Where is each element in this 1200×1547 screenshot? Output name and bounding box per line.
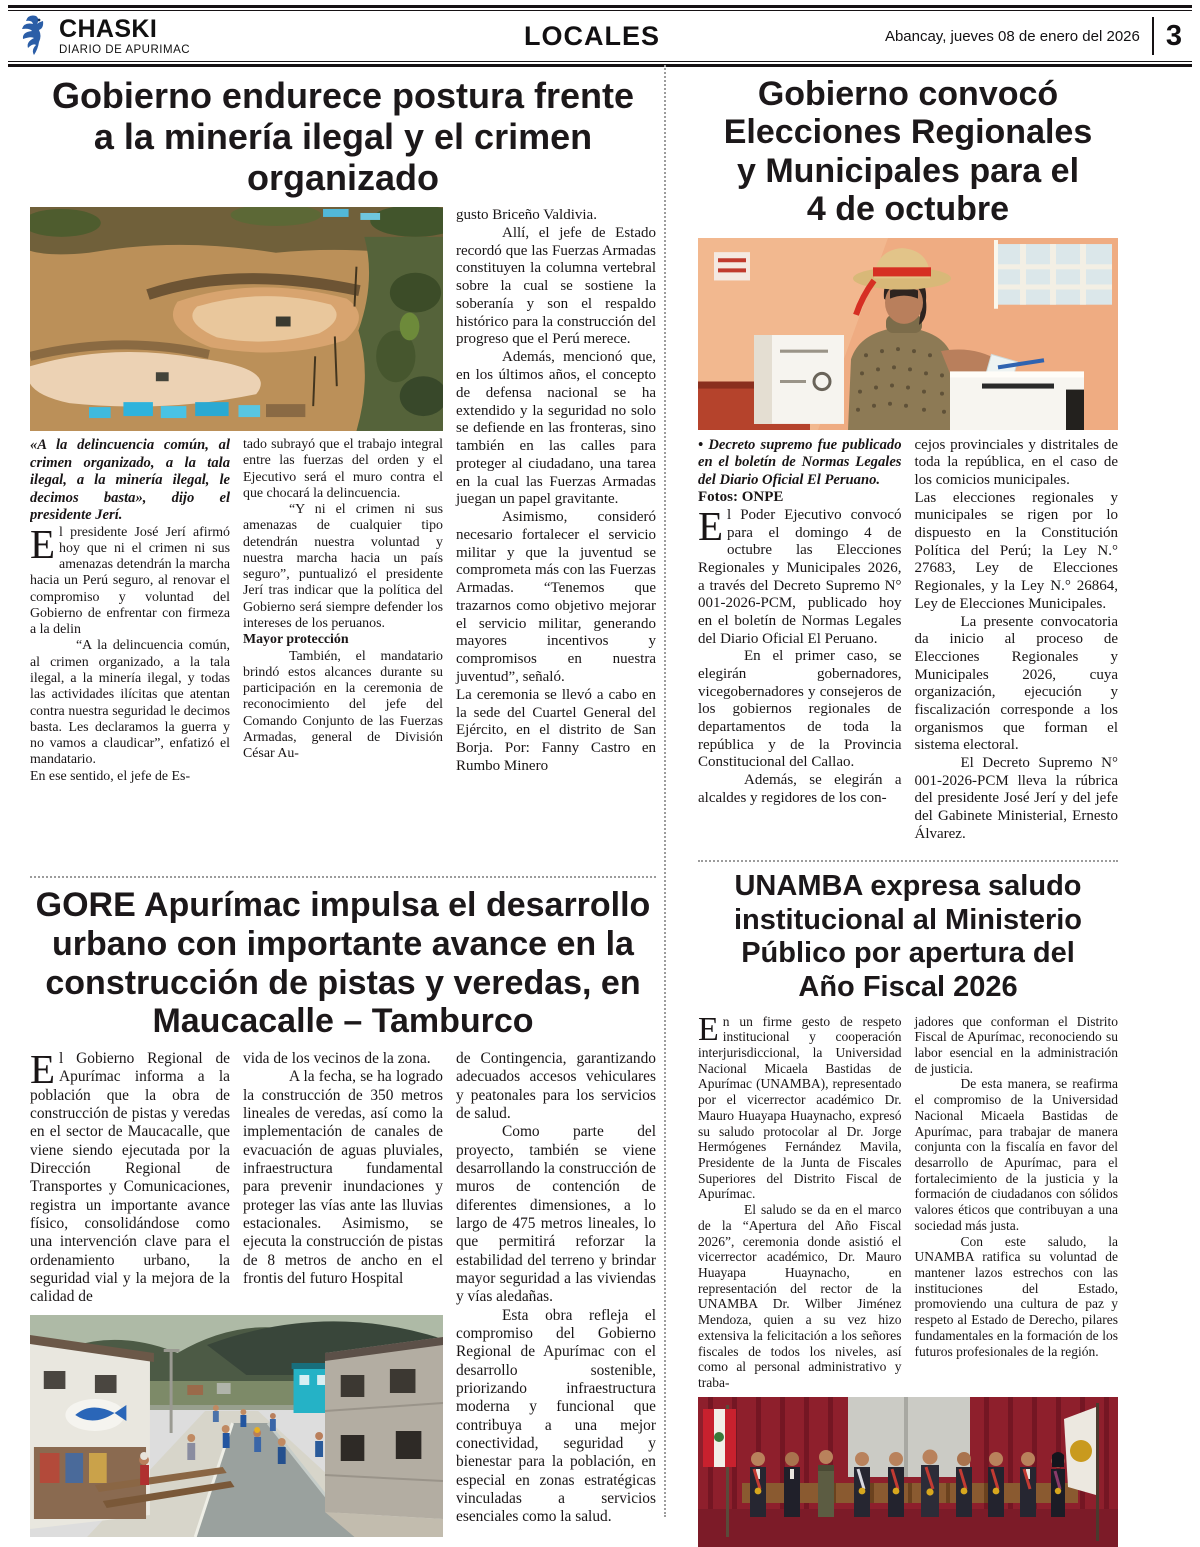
article2-col2-p2: Las elecciones regionales y municipales se rigen por lo dispuesto en la Constitución Política del Perú; la Ley N.° 27683, Ley de Elecciones Regionales, y la Ley N.° 26864, Ley de Elecciones Municipales. [914, 489, 1118, 612]
article4-headline: UNAMBA expresa saludo institucional al Ministerio Público por apertura del Año Fiscal 2026 [733, 870, 1083, 1003]
header-divider [1152, 17, 1154, 55]
article3-headline: GORE Apurímac impulsa el desarrollo urbano con importante avance en la construcción de pistas y veredas, en Maucacalle – Tamburco [35, 886, 651, 1041]
aerial-illegal-mining-photo [30, 207, 443, 431]
article1-col3-p4: Asimismo, consideró necesario fortalecer el servicio militar y que la juventud se comprometa más con las Fuerzas Armadas. “Tenemos que trazarnos como objetivo mejorar el servicio militar, generando mayores incentivos y compromisos en nuestra juventud”, señaló. [456, 509, 656, 685]
article2-col1-p3: Además, se elegirán a alcaldes y regidores de los con- [698, 772, 902, 806]
article2-col1-p2: En el primer caso, se elegirán gobernadores, vicegobernadores y consejeros de los gobiernos regionales de departamentos de toda la república y de la Provincia Constitucional del Callao. [698, 648, 902, 771]
article1-col3 [456, 207, 656, 785]
article3-body [30, 1046, 656, 1537]
article1-col3-p5: La ceremonia se llevó a cabo en la sede del Cuartel General del Ejército, en el distrito de San Borja. Por: Fanny Castro en Rumbo Minero [456, 686, 656, 774]
article1-headline: Gobierno endurece postura frente a la minería ilegal y el crimen organizado [51, 75, 635, 199]
newspaper-brand [18, 12, 338, 61]
article-mineria-ilegal [30, 75, 656, 867]
page-number: 3 [1165, 19, 1182, 52]
article1-col1 [30, 437, 230, 785]
article2-col2-p3: La presente convocatoria da inicio al proceso de Elecciones Regionales y Municipales 2026, cuya organización, ejecución y fiscalización corresponde a los organismos que forman el sistema electoral. [914, 613, 1118, 754]
article1-col2-p2: “Y ni el crimen ni sus amenazas de cualquier tipo detendrán nuestra voluntad y nuestra marcha hacia un país seguro”, puntualizó el presidente Jerí tras indicar que la política del Gobierno será siempre defender los intereses de los peruanos. [243, 502, 443, 632]
article1-col3-p3: Además, mencionó que, en los últimos años, el concepto de defensa nacional se ha extendido y la seguridad no solo se defiende en las fronteras, sino también en las calles para proteger al ciudadano, una tarea en la cual las Fuerzas Armadas juegan un papel gravitante. [456, 349, 656, 508]
header-meta [846, 17, 1186, 55]
article2-lede: • Decreto supremo fue publicado en el boletín de Normas Legales del Diario Oficial El Peruano. [698, 436, 902, 488]
ceremony-photo-illustration [698, 1397, 1118, 1547]
article4-col1 [698, 1010, 902, 1391]
article1-col1-p2: “A la delincuencia común, al crimen organizado, a la tala ilegal, a la minería ilegal, y todas las actividades ilícitas que atentan contra nuestra seguridad le decimos basta. Les declaramos la guerra y no vamos a claudicar”, enfatizó el mandatario. [30, 638, 230, 768]
masthead [0, 11, 1200, 61]
article3-col3-p2: Como parte del proyecto, también se viene desarrollando la construcción de muros de contención de diferentes dimensiones, a lo largo de 475 metros lineales, lo que permitirá reforzar la estabilidad del terreno y brindar mayor seguridad a las viviendas y vías aledañas. [456, 1123, 656, 1306]
center-column-divider [664, 65, 666, 1517]
article3-col1 [30, 1046, 230, 1307]
article3-col2-p2: A la fecha, se ha logrado la construcción de 350 metros lineales de veredas, así como la implementación de canales de evacuación de aguas pluviales, infraestructura fundamental para prevenir inundaciones y proteger las vías ante las lluvias estacionales. Asimismo, se ejecuta la construcción de pistas de 8 metros de ancho en el frontis del futuro Hospital [243, 1068, 443, 1287]
article1-body [30, 207, 656, 785]
article2-col1-p1: El Poder Ejecutivo convocó para el domingo 4 de octubre las Elecciones Regionales y Municipales 2026, a través del Decreto Supremo N° 001-2026-PCM, publicado hoy en el boletín de Normas Legales del Diario Oficial El Peruano. [698, 502, 902, 647]
mining-photo-illustration [30, 207, 443, 431]
article1-lede: «A la delincuencia común, al crimen organizado, a la tala ilegal, a la minería ilegal, le decimos basta», dijo el presidente Jerí. [30, 437, 230, 524]
article3-col3-p1: de Contingencia, garantizando adecuados accesos vehiculares y peatonales para los servicios de salud. [456, 1050, 656, 1122]
fiscal-year-ceremony-photo [698, 1397, 1118, 1547]
right-articles-divider [698, 860, 1118, 862]
street-photo-illustration [30, 1315, 443, 1537]
article4-col2 [915, 1014, 1119, 1391]
article1-col2-p3: También, el mandatario brindó estos alcances durante su participación en la ceremonia de reconocimiento del jefe del Comando Conjunto de las Fuerzas Armadas, general de División César Au- [243, 648, 443, 762]
paper-tagline: DIARIO DE APURIMAC [59, 43, 191, 56]
article2-col2 [915, 437, 1119, 844]
left-articles-divider [30, 876, 656, 878]
article2-col2-p1: cejos provinciales y distritales de toda la república, en el caso de los comicios municipales. [914, 436, 1118, 488]
left-half [30, 75, 656, 1547]
woman-voting-ballot-box-photo [698, 238, 1118, 430]
article3-col1-p1: El Gobierno Regional de Apurímac informa a la población que la obra de construcción de pistas y veredas en el sector de Maucacalle, que viene siendo ejecutada por la Dirección Regional de Transportes y Comunicaciones, registra un importante avance físico, consolidándose como una intervención clave para el ordenamiento urbano, la seguridad vial y la mejora de la calidad de [30, 1046, 230, 1306]
article-gore-apurimac [30, 886, 656, 1537]
article2-photo-credit: Fotos: ONPE [698, 489, 784, 506]
article1-subhead: Mayor protección [243, 632, 349, 648]
article1-col2-p1: tado subrayó que el trabajo integral entre las fuerzas del orden y el Ejecutivo será el muro contra el que chocará la delincuencia. [243, 437, 443, 501]
article2-headline: Gobierno convocó Elecciones Regionales y Municipales para el 4 de octubre [723, 75, 1093, 229]
page-body [0, 67, 1200, 1547]
voting-photo-illustration [698, 238, 1118, 430]
article3-col3-p3: Esta obra refleja el compromiso del Gobierno Regional de Apurímac con el desarrollo sostenible, priorizando infraestructura moderna y funcional que contribuya a una mejor conectividad, seguridad y bienestar para la población, en especial en zonas estratégicas vinculadas a servicios esenciales como la salud. [456, 1306, 656, 1526]
article3-col2 [243, 1050, 443, 1307]
article4-col2-p2: De esta manera, se reafirma el compromiso de la Universidad Nacional Micaela Bastidas de Apurímac, para trabajar de manera conjunta con la fiscalía en favor del desarrollo de Apurímac, para el fortalecimiento de la justicia y la formación de ciudadanos con sólidos valores éticos que contribuyan a una sociedad más justa. [914, 1076, 1118, 1233]
street-paving-works-photo [30, 1315, 443, 1537]
article1-col2 [243, 437, 443, 785]
article4-col2-p3: Con este saludo, la UNAMBA ratifica su voluntad de mantener lazos estrechos con las instituciones del Estado, promoviendo una cultura de paz y respeto al Estado de Derecho, pilares fundamentales en la formación de los futuros profesionales de la región. [914, 1233, 1118, 1359]
article1-col3-p1: gusto Briceño Valdivia. [456, 207, 597, 224]
article2-col1 [698, 437, 902, 844]
paper-name: CHASKI [59, 14, 158, 43]
article3-col3 [456, 1050, 656, 1537]
article2-col2-p4: El Decreto Supremo N° 001-2026-PCM lleva la rúbrica del presidente José Jerí y del jefe del Gabinete Ministerial, Ernesto Álvarez. [914, 755, 1118, 842]
article1-col1-p3: En ese sentido, el jefe de Es- [30, 768, 191, 784]
article4-col1-p2: El saludo se da en el marco de la “Apertura del Año Fiscal 2026”, ceremonia donde asistió el vicerrector académico, Dr. Mauro Huayapa Huaynacho, en representación del rector de la UNAMBA Dr. Wilber Jiménez Mendoza, quien a su vez hizo extensiva la felicitación a los señores fiscales de todos los niveles, así como al personal administrativo y traba- [698, 1202, 902, 1391]
section-title: LOCALES [523, 20, 660, 51]
article4-col2-p1: jadores que conforman el Distrito Fiscal de Apurímac, reconociendo su labor esencial en la administración de justicia. [914, 1013, 1118, 1076]
article4-col1-p1: En un firme gesto de respeto institucional y cooperación interjurisdiccional, la Universidad Nacional Micaela Bastidas de Apurímac (UNAMBA), representado por el vicerrector académico Dr. Mauro Huayapa Huaynacho, expresó su saludo protocolar al Dr. Jorge Hermógenes Fernández Mavila, Presidente de la Junta de Fiscales Superiores del Distrito Fiscal de Apurímac. [698, 1010, 902, 1202]
article-unamba [698, 870, 1118, 1547]
article1-col3-p2: Allí, el jefe de Estado recordó que las Fuerzas Armadas constituyen la columna vertebral sobre la cual se sostiene la soberanía y son el respaldo histórico para la construcción del progreso que el Perú merece. [456, 224, 656, 348]
right-half [698, 75, 1118, 1547]
article1-col1-p1: El presidente José Jerí afirmó hoy que ni el crimen ni sus amenazas detendrán la marcha hacia un Perú seguro, al renovar el compromiso y voluntad del Gobierno de enfrentar con firmeza a la delin [30, 520, 230, 638]
chaski-bird-logo-icon [18, 12, 52, 61]
article-elecciones [698, 75, 1118, 851]
edition-date: Abancay, jueves 08 de enero del 2026 [884, 27, 1140, 45]
article3-col2-p1: vida de los vecinos de la zona. [243, 1050, 431, 1067]
